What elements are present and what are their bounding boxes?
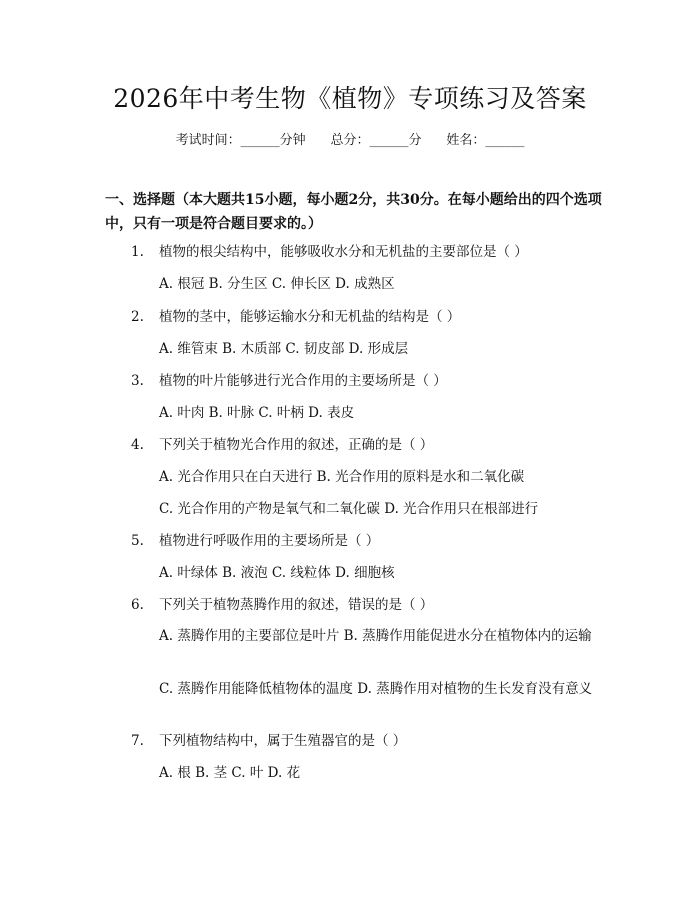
question-5-options: A. 叶绿体 B. 液泡 C. 线粒体 D. 细胞核: [159, 565, 395, 581]
name-blank: ______: [485, 133, 525, 148]
question-number: 7.: [131, 733, 144, 749]
question-number: 3.: [131, 373, 144, 389]
question-3: [131, 371, 447, 391]
question-6: [131, 595, 433, 615]
question-number: 2.: [131, 309, 144, 325]
question-2: [131, 307, 460, 327]
question-4-options-cd: C. 光合作用的产物是氧气和二氧化碳 D. 光合作用只在根部进行: [159, 501, 539, 517]
question-text: 下列关于植物光合作用的叙述，正确的是（ ）: [159, 437, 434, 453]
score-unit: 分: [408, 133, 422, 148]
score-blank: ______: [369, 133, 409, 148]
name-label: 姓名：: [446, 133, 486, 148]
question-text: 植物进行呼吸作用的主要场所是（ ）: [159, 533, 380, 549]
time-unit: 分钟: [279, 133, 306, 148]
time-blank: ______: [240, 133, 280, 148]
question-text: 下列植物结构中，属于生殖器官的是（ ）: [159, 733, 407, 749]
question-number: 6.: [131, 597, 144, 613]
question-text: 下列关于植物蒸腾作用的叙述，错误的是（ ）: [159, 597, 434, 613]
time-label: 考试时间：: [175, 133, 241, 148]
question-4: [131, 435, 433, 455]
question-6-options-cd: C. 蒸腾作用能降低植物体的温度 D. 蒸腾作用对植物的生长发育没有意义: [159, 681, 593, 697]
question-text: 植物的叶片能够进行光合作用的主要场所是（ ）: [159, 373, 447, 389]
section-heading: 一、选择题（本大题共15小题，每小题2分，共30分。在每小题给出的四个选项中，只有一项是符合题目要求的。）: [105, 192, 602, 232]
question-6-options-ab: A. 蒸腾作用的主要部位是叶片 B. 蒸腾作用能促进水分在植物体内的运输: [159, 628, 592, 644]
score-label: 总分：: [330, 133, 370, 148]
question-text: 植物的根尖结构中，能够吸收水分和无机盐的主要部位是（ ）: [159, 244, 528, 260]
exam-meta-line: [0, 131, 700, 151]
question-2-options: A. 维管束 B. 木质部 C. 韧皮部 D. 形成层: [159, 341, 409, 357]
page-title: 2026年中考生物《植物》专项练习及答案: [113, 84, 587, 113]
question-3-options: A. 叶肉 B. 叶脉 C. 叶柄 D. 表皮: [159, 405, 355, 421]
question-5: [131, 531, 379, 551]
question-7-options: A. 根 B. 茎 C. 叶 D. 花: [159, 765, 301, 781]
question-1-options: A. 根冠 B. 分生区 C. 伸长区 D. 成熟区: [159, 276, 395, 292]
question-7: [131, 731, 406, 751]
question-number: 4.: [131, 437, 144, 453]
question-1: [131, 242, 528, 262]
question-text: 植物的茎中，能够运输水分和无机盐的结构是（ ）: [159, 309, 461, 325]
question-4-options-ab: A. 光合作用只在白天进行 B. 光合作用的原料是水和二氧化碳: [159, 469, 525, 485]
question-number: 1.: [131, 244, 144, 260]
question-number: 5.: [131, 533, 144, 549]
